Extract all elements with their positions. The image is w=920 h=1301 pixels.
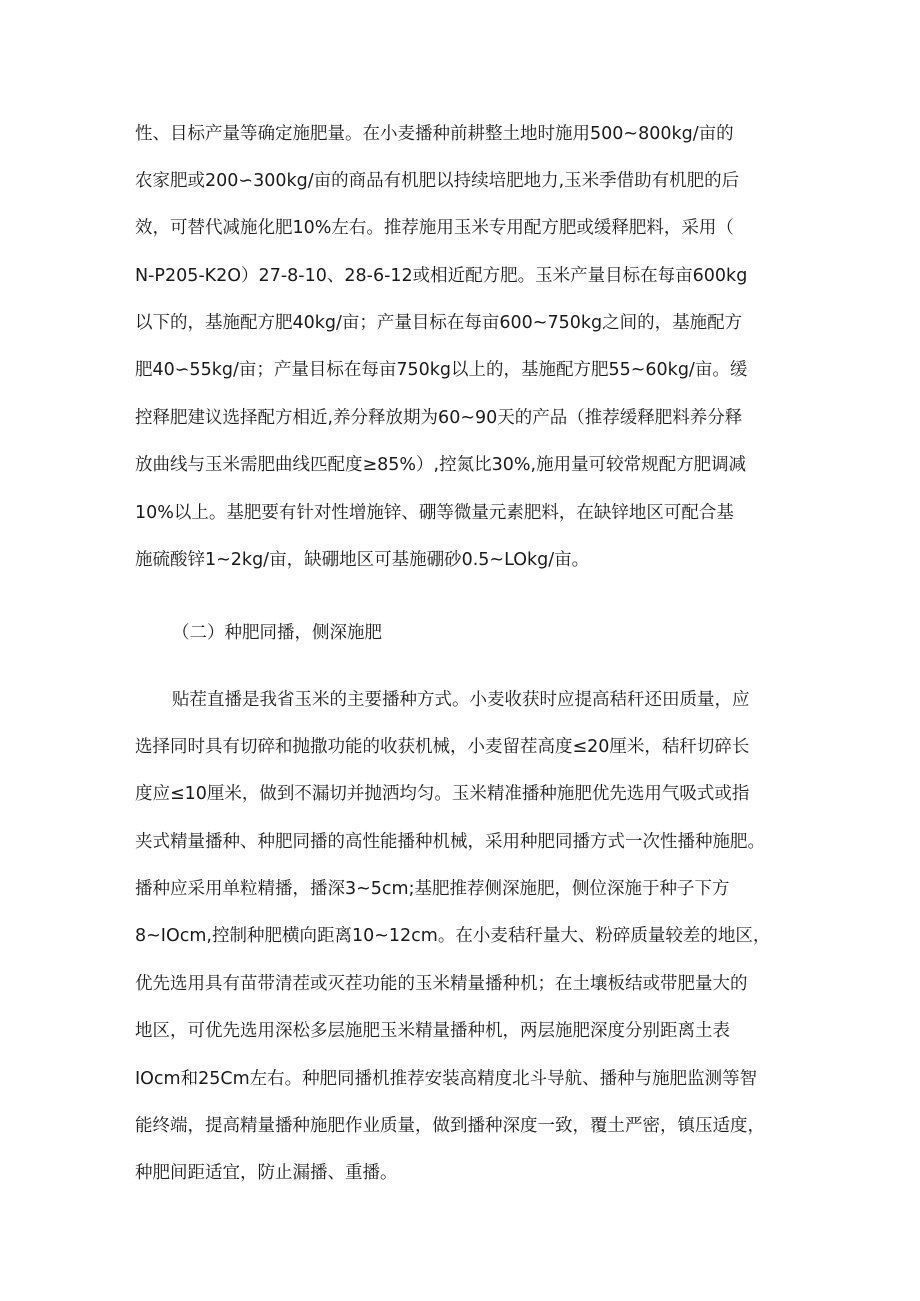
paragraph-2-line-1: 贴茬直播是我省玉米的主要播种方式。小麦收获时应提高秸秆还田质量，应 xyxy=(172,690,750,710)
paragraph-2-line-3: 度应≤10厘米，做到不漏切并抛洒均匀。玉米精准播种施肥优先选用气吸式或指 xyxy=(135,784,750,804)
paragraph-2-line-11: 种肥间距适宜，防止漏播、重播。 xyxy=(135,1163,398,1183)
paragraph-1-line-9: 10%以上。基肥要有针对性增施锌、硼等微量元素肥料，在缺锌地区可配合基 xyxy=(135,503,734,523)
paragraph-1-line-2: 农家肥或200∽300kg/亩的商品有机肥以持续培肥地力,玉米季借助有机肥的后 xyxy=(135,171,740,191)
paragraph-2-line-7: 优先选用具有苗带清茬或灭茬功能的玉米精量播种机；在土壤板结或带肥量大的 xyxy=(135,974,748,994)
paragraph-2-line-9: IOcm和25Cm左右。种肥同播机推荐安装高精度北斗导航、播种与施肥监测等智 xyxy=(135,1069,758,1089)
section-heading: （二）种肥同播，侧深施肥 xyxy=(172,623,382,643)
paragraph-2-line-2: 选择同时具有切碎和抛撒功能的收获机械，小麦留茬高度≤20厘米，秸秆切碎长 xyxy=(135,737,750,757)
paragraph-2-line-5: 播种应采用单粒精播，播深3~5cm;基肥推荐侧深施肥，侧位深施于种子下方 xyxy=(135,879,730,899)
paragraph-1-line-6: 肥40∽55kg/亩；产量目标在每亩750kg以上的，基施配方肥55~60kg/亩。缓 xyxy=(135,360,748,380)
paragraph-1-line-7: 控释肥建议选择配方相近,养分释放期为60~90天的产品（推荐缓释肥料养分释 xyxy=(135,408,743,428)
paragraph-2-line-8: 地区，可优先选用深松多层施肥玉米精量播种机，两层施肥深度分别距离土表 xyxy=(135,1021,730,1041)
paragraph-1-line-3: 效，可替代减施化肥10%左右。推荐施用玉米专用配方肥或缓释肥料，采用（ xyxy=(135,218,734,238)
paragraph-1-line-1: 性、目标产量等确定施肥量。在小麦播种前耕整土地时施用500~800kg/亩的 xyxy=(135,124,734,144)
paragraph-1-line-4: N-P205-K2O）27-8-10、28-6-12或相近配方肥。玉米产量目标在每亩600kg xyxy=(135,266,748,286)
paragraph-1-line-5: 以下的，基施配方肥40kg/亩；产量目标在每亩600~750kg之间的，基施配方 xyxy=(135,313,743,333)
paragraph-2-line-6: 8~IOcm,控制种肥横向距离10~12cm。在小麦秸秆量大、粉碎质量较差的地区， xyxy=(135,926,771,946)
paragraph-1-line-8: 放曲线与玉米需肥曲线匹配度≥85%）,控氮比30%,施用量可较常规配方肥调减 xyxy=(135,455,747,475)
paragraph-2-line-10: 能终端，提高精量播种施肥作业质量，做到播种深度一致，覆土严密，镇压适度， xyxy=(135,1116,765,1136)
paragraph-1-line-10: 施硫酸锌1~2kg/亩，缺硼地区可基施硼砂0.5~LOkg/亩。 xyxy=(135,550,590,570)
paragraph-2-line-4: 夹式精量播种、种肥同播的高性能播种机械，采用种肥同播方式一次性播种施肥。 xyxy=(135,832,765,852)
